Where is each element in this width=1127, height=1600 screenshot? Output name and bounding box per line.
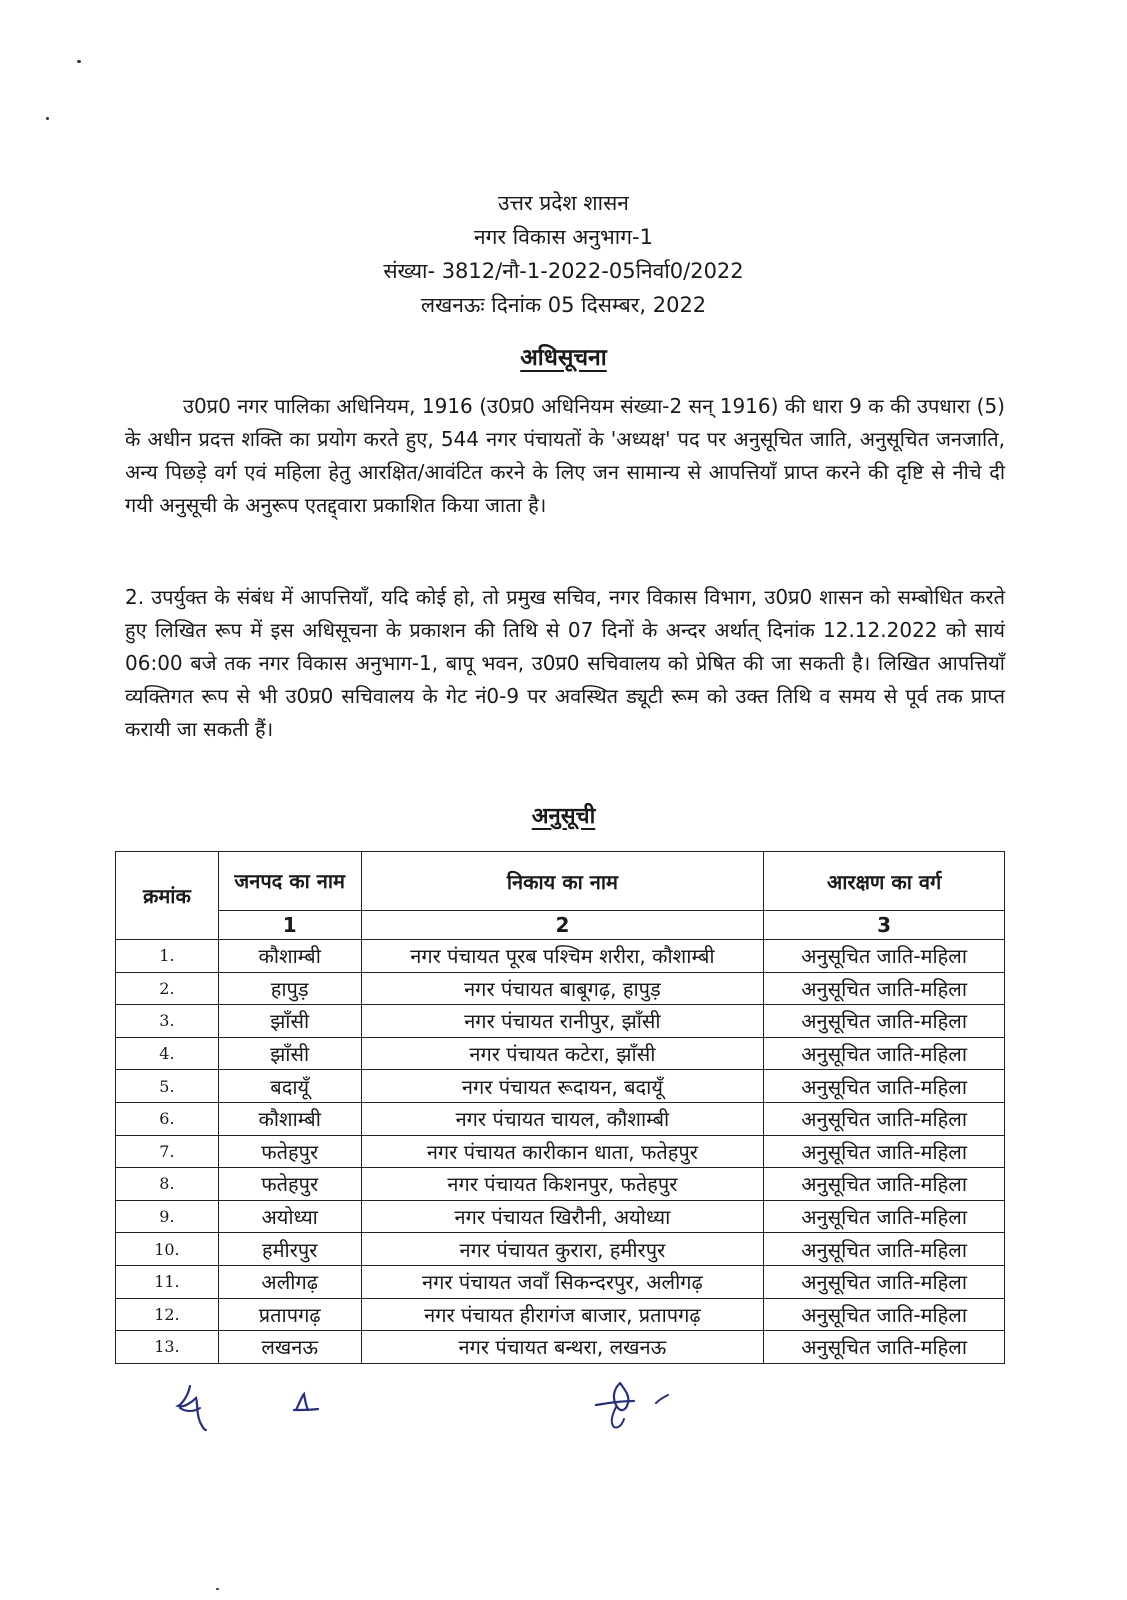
scan-speck: [46, 117, 49, 120]
handwritten-initial-middle: [288, 1388, 328, 1418]
cell-serial: 11.: [116, 1265, 219, 1298]
cell-category: अनुसूचित जाति-महिला: [764, 1200, 1005, 1233]
cell-district: हमीरपुर: [218, 1233, 361, 1266]
table-row: [116, 1233, 1005, 1266]
header-body-name: निकाय का नाम: [361, 852, 764, 911]
column-number: 1: [218, 911, 361, 940]
table-header-row: [116, 852, 1005, 911]
cell-category: अनुसूचित जाति-महिला: [764, 1005, 1005, 1038]
header-serial: क्रमांक: [116, 852, 219, 940]
cell-district: कौशाम्बी: [218, 940, 361, 973]
table-row: [116, 1200, 1005, 1233]
header-reference-number: संख्या- 3812/नौ-1-2022-05निर्वा0/2022: [383, 259, 744, 283]
cell-body-name: नगर पंचायत जवाँ सिकन्दरपुर, अलीगढ़: [361, 1265, 764, 1298]
cell-body-name: नगर पंचायत हीरागंज बाजार, प्रतापगढ़: [361, 1298, 764, 1331]
header-reservation-category: आरक्षण का वर्ग: [764, 852, 1005, 911]
cell-body-name: नगर पंचायत रानीपुर, झाँसी: [361, 1005, 764, 1038]
cell-serial: 2.: [116, 972, 219, 1005]
table-row: [116, 1037, 1005, 1070]
cell-body-name: नगर पंचायत रूदायन, बदायूँ: [361, 1070, 764, 1103]
table-row: [116, 1298, 1005, 1331]
table-row: [116, 1005, 1005, 1038]
schedule-table: [115, 851, 1005, 1364]
cell-district: झाँसी: [218, 1005, 361, 1038]
cell-serial: 3.: [116, 1005, 219, 1038]
cell-serial: 8.: [116, 1168, 219, 1201]
cell-category: अनुसूचित जाति-महिला: [764, 1037, 1005, 1070]
cell-district: बदायूँ: [218, 1070, 361, 1103]
header-department: नगर विकास अनुभाग-1: [474, 225, 653, 249]
notification-paragraph-2: 2. उपर्युक्त के संबंध में आपत्तियाँ, यदि कोई हो, तो प्रमुख सचिव, नगर विकास विभाग, उ0प्र0 शासन को सम्बोधित करते हुए लिखित रूप में इस अधिसूचना के प्रकाशन की तिथि से 07 दिनों के अन्दर अर्थात् दिनांक 12.12.2022 को सायं 06:00 बजे तक नगर विकास अनुभाग-1, बापू भवन, उ0प्र0 सचिवालय को प्रेषित की जा सकती है। लिखित आपत्तियाँ व्यक्तिगत रूप से भी उ0प्र0 सचिवालय के गेट नं0-9 पर अवस्थित ड्यूटी रूम को उक्त तिथि व समय से पूर्व तक प्राप्त करायी जा सकती हैं।: [125, 585, 1005, 741]
header-government: उत्तर प्रदेश शासन: [498, 191, 629, 215]
cell-category: अनुसूचित जाति-महिला: [764, 1331, 1005, 1364]
cell-category: अनुसूचित जाति-महिला: [764, 972, 1005, 1005]
table-row: [116, 940, 1005, 973]
cell-category: अनुसूचित जाति-महिला: [764, 1102, 1005, 1135]
notification-title: अधिसूचना: [520, 345, 607, 371]
table-column-number-row: [116, 911, 1005, 940]
cell-body-name: नगर पंचायत कटेरा, झाँसी: [361, 1037, 764, 1070]
cell-body-name: नगर पंचायत कारीकान धाता, फतेहपुर: [361, 1135, 764, 1168]
schedule-title: अनुसूची: [531, 804, 596, 829]
cell-body-name: नगर पंचायत चायल, कौशाम्बी: [361, 1102, 764, 1135]
cell-district: झाँसी: [218, 1037, 361, 1070]
cell-body-name: नगर पंचायत खिरौनी, अयोध्या: [361, 1200, 764, 1233]
cell-category: अनुसूचित जाति-महिला: [764, 1298, 1005, 1331]
table-row: [116, 972, 1005, 1005]
cell-body-name: नगर पंचायत पूरब पश्चिम शरीरा, कौशाम्बी: [361, 940, 764, 973]
column-number: 3: [764, 911, 1005, 940]
cell-body-name: नगर पंचायत किशनपुर, फतेहपुर: [361, 1168, 764, 1201]
cell-category: अनुसूचित जाति-महिला: [764, 1070, 1005, 1103]
cell-serial: 13.: [116, 1331, 219, 1364]
scan-speck: [77, 60, 81, 63]
cell-category: अनुसूचित जाति-महिला: [764, 1135, 1005, 1168]
cell-district: कौशाम्बी: [218, 1102, 361, 1135]
table-row: [116, 1070, 1005, 1103]
cell-district: अलीगढ़: [218, 1265, 361, 1298]
cell-body-name: नगर पंचायत बन्थरा, लखनऊ: [361, 1331, 764, 1364]
cell-serial: 4.: [116, 1037, 219, 1070]
cell-district: हापुड़: [218, 972, 361, 1005]
cell-district: फतेहपुर: [218, 1135, 361, 1168]
cell-body-name: नगर पंचायत कुरारा, हमीरपुर: [361, 1233, 764, 1266]
header-district: जनपद का नाम: [218, 852, 361, 911]
cell-serial: 5.: [116, 1070, 219, 1103]
cell-body-name: नगर पंचायत बाबूगढ़, हापुड़: [361, 972, 764, 1005]
notification-paragraph-1: उ0प्र0 नगर पालिका अधिनियम, 1916 (उ0प्र0 अधिनियम संख्या-2 सन् 1916) की धारा 9 क की उपधारा (5) के अधीन प्रदत्त शक्ति का प्रयोग करते हुए, 544 नगर पंचायतों के 'अध्यक्ष' पद पर अनुसूचित जाति, अनुसूचित जनजाति, अन्य पिछड़े वर्ग एवं महिला हेतु आरक्षित/आवंटित करने के लिए जन सामान्य से आपत्तियाँ प्राप्त करने की दृष्टि से नीचे दी गयी अनुसूची के अनुरूप एतद्द्वारा प्रकाशित किया जाता है।: [125, 394, 1005, 517]
scan-speck: [216, 1588, 219, 1590]
cell-category: अनुसूचित जाति-महिला: [764, 940, 1005, 973]
handwritten-signature-right: [590, 1375, 680, 1435]
cell-serial: 12.: [116, 1298, 219, 1331]
header-date: लखनऊः दिनांक 05 दिसम्बर, 2022: [420, 293, 707, 317]
cell-district: लखनऊ: [218, 1331, 361, 1364]
handwritten-initial-left: [170, 1378, 230, 1438]
document-header: [0, 186, 1127, 322]
cell-category: अनुसूचित जाति-महिला: [764, 1168, 1005, 1201]
table-row: [116, 1168, 1005, 1201]
cell-serial: 9.: [116, 1200, 219, 1233]
cell-district: प्रतापगढ़: [218, 1298, 361, 1331]
cell-serial: 6.: [116, 1102, 219, 1135]
table-row: [116, 1265, 1005, 1298]
cell-serial: 7.: [116, 1135, 219, 1168]
column-number: 2: [361, 911, 764, 940]
cell-serial: 1.: [116, 940, 219, 973]
cell-category: अनुसूचित जाति-महिला: [764, 1233, 1005, 1266]
cell-category: अनुसूचित जाति-महिला: [764, 1265, 1005, 1298]
table-row: [116, 1135, 1005, 1168]
table-row: [116, 1102, 1005, 1135]
cell-serial: 10.: [116, 1233, 219, 1266]
cell-district: फतेहपुर: [218, 1168, 361, 1201]
table-row: [116, 1331, 1005, 1364]
cell-district: अयोध्या: [218, 1200, 361, 1233]
